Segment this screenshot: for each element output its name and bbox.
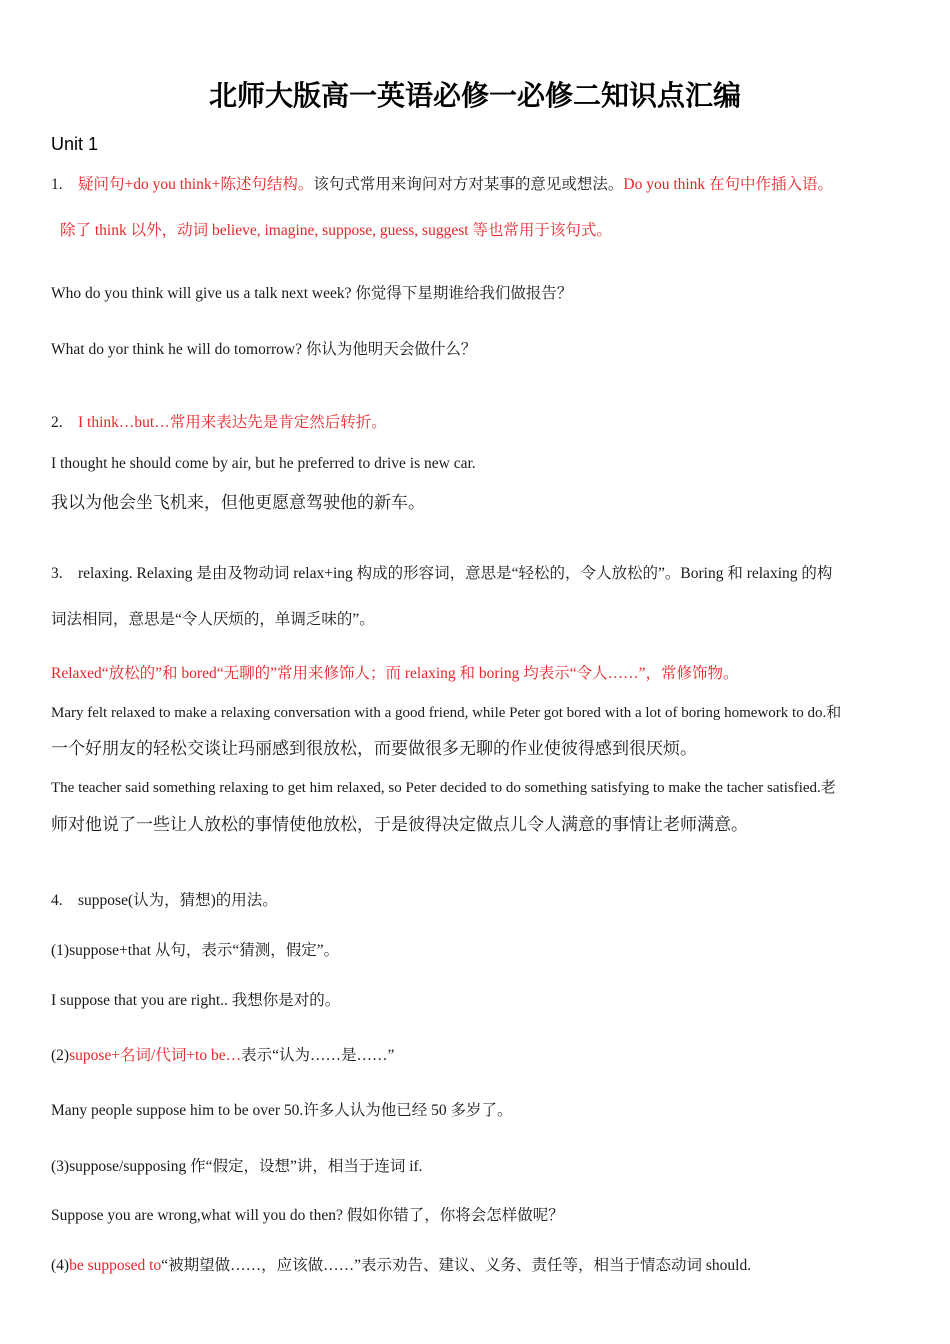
section-1-number: 1. [51, 176, 63, 193]
section-4-point-3-example: Suppose you are wrong,what will you do then? 假如你错了，你将会怎样做呢？ [51, 1207, 564, 1224]
section-1-heading [51, 174, 833, 196]
section-1-verbs-note: 除了 think 以外，动词 believe, imagine, suppose, guess, suggest 等也常用于该句式。 [60, 222, 612, 239]
section-4-point-2-prefix: (2) [51, 1047, 70, 1064]
section-1-note: Do you think 在句中作插入语。 [623, 176, 834, 193]
section-4-point-4-pattern: be supposed to [69, 1257, 162, 1274]
section-4-point-2 [51, 1045, 394, 1067]
section-3-heading [51, 563, 832, 585]
section-4-point-1: (1)suppose+that 从句，表示“猜测，假定”。 [51, 942, 340, 959]
section-3-example-1-en: Mary felt relaxed to make a relaxing conversation with a good friend, while Peter got bored with a lot of boring homework to do.和 [51, 705, 842, 721]
section-3-text-2: 词法相同，意思是“令人厌烦的，单调乏味的”。 [51, 611, 375, 628]
section-4-point-4 [51, 1255, 751, 1277]
section-3-text-1: relaxing. Relaxing 是由及物动词 relax+ing 构成的形容词，意思是“轻松的，令人放松的”。Boring 和 relaxing 的构 [78, 565, 833, 582]
section-1-pattern: 疑问句+do you think+陈述句结构。 [78, 176, 314, 193]
unit-heading: Unit 1 [51, 134, 99, 154]
section-2-number: 2. [51, 414, 63, 431]
section-3-usage-note: Relaxed“放松的”和 bored“无聊的”常用来修饰人；而 relaxing 和 boring 均表示“令人……”，常修饰物。 [51, 665, 739, 682]
section-4-point-2-meaning: 表示“认为……是……” [241, 1047, 395, 1064]
section-4-heading [51, 890, 278, 912]
section-4-point-3: (3)suppose/supposing 作“假定，设想”讲，相当于连词 if. [51, 1158, 423, 1175]
section-4-number: 4. [51, 892, 63, 909]
section-2-pattern: I think…but…常用来表达先是肯定然后转折。 [78, 414, 387, 431]
section-4-title: suppose(认为，猜想)的用法。 [78, 892, 278, 909]
section-1-example-1: Who do you think will give us a talk next week? 你觉得下星期谁给我们做报告？ [51, 285, 573, 302]
page-title: 北师大版高一英语必修一必修二知识点汇编 [208, 79, 741, 112]
section-3-example-2-en: The teacher said something relaxing to get him relaxed, so Peter decided to do something satisfying to make the tacher satisfied.老 [51, 780, 836, 796]
section-1-example-2: What do yor think he will do tomorrow? 你认为他明天会做什么？ [51, 341, 477, 358]
section-3-example-1-zh: 一个好朋友的轻松交谈让玛丽感到很放松，而要做很多无聊的作业使彼得感到很厌烦。 [51, 739, 697, 758]
section-3-number: 3. [51, 565, 63, 582]
section-2-example-en: I thought he should come by air, but he preferred to drive is new car. [51, 455, 476, 472]
section-4-point-2-pattern: supose+名词/代词+to be… [69, 1047, 242, 1064]
section-1-explanation: 该句式常用来询问对方对某事的意见或想法。 [313, 176, 624, 193]
section-2-heading [51, 412, 387, 434]
section-3-example-2-zh: 师对他说了一些让人放松的事情使他放松，于是彼得决定做点儿令人满意的事情让老师满意。 [51, 815, 748, 834]
section-4-point-4-prefix: (4) [51, 1257, 70, 1274]
section-2-example-zh: 我以为他会坐飞机来，但他更愿意驾驶他的新车。 [51, 493, 425, 512]
section-4-point-1-example: I suppose that you are right.. 我想你是对的。 [51, 992, 341, 1009]
section-4-point-2-example: Many people suppose him to be over 50.许多人认为他已经 50 多岁了。 [51, 1102, 513, 1119]
section-4-point-4-meaning: “被期望做……，应该做……”表示劝告、建议、义务、责任等，相当于情态动词 should. [161, 1257, 752, 1274]
